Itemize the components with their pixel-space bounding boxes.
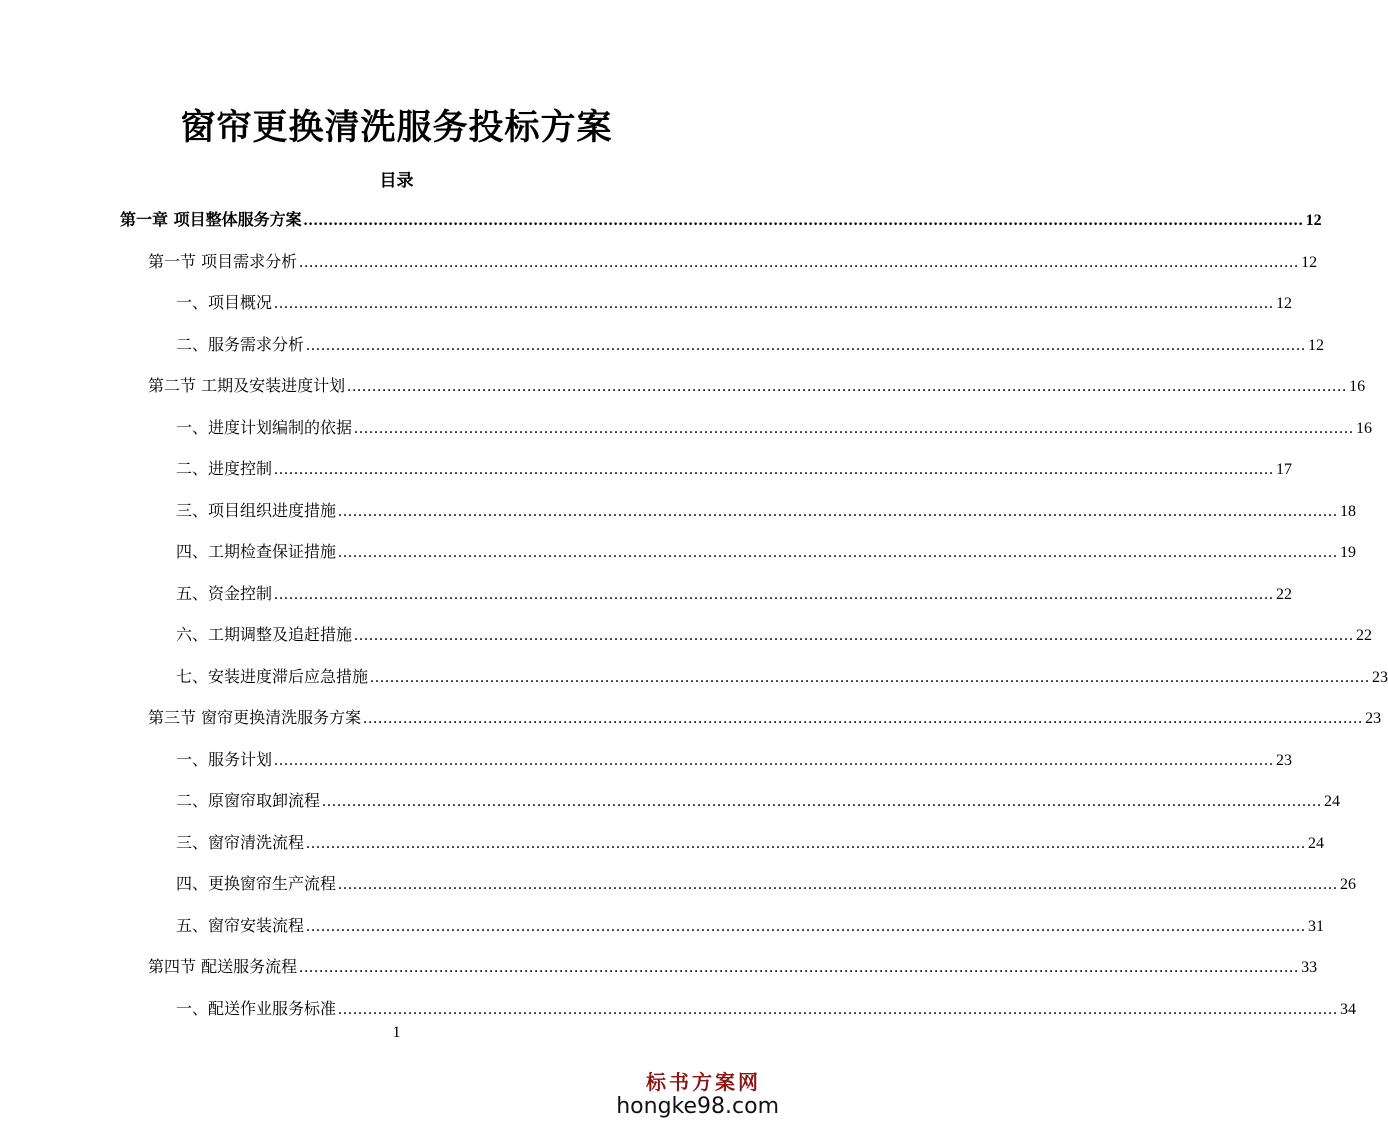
- toc-entry[interactable]: [176, 623, 1373, 648]
- toc-leader-dots: ........................................................................................................................................................................................................: [363, 710, 1364, 727]
- toc-entry-label: 二、进度控制: [176, 459, 273, 478]
- toc-leader-dots: ........................................................................................................................................................................................................: [274, 295, 1275, 312]
- toc-entry-label: 四、工期检查保证措施: [176, 542, 337, 561]
- toc-entry-page: 23: [1372, 668, 1388, 686]
- toc-entry-page: 34: [1340, 1000, 1357, 1018]
- toc-entry-page: 12: [1301, 253, 1318, 271]
- toc-entry-label: 二、原窗帘取卸流程: [176, 791, 321, 810]
- page-number: 1: [392, 1024, 401, 1041]
- toc-entry-page: 23: [1276, 751, 1293, 769]
- toc-entry[interactable]: [148, 955, 1318, 980]
- toc-entry[interactable]: [176, 540, 1357, 565]
- toc-entry-page: 26: [1340, 876, 1357, 893]
- toc-entry[interactable]: [148, 374, 1366, 399]
- toc-entry-page: 16: [1356, 419, 1373, 437]
- toc-entry[interactable]: [176, 665, 1388, 690]
- toc-entry-page: 19: [1340, 544, 1357, 561]
- toc-leader-dots: ........................................................................................................................................................................................................: [274, 751, 1275, 769]
- toc-entry-page: 12: [1305, 212, 1322, 229]
- watermark-name: 标书方案网: [646, 1070, 761, 1094]
- toc-entry-label: 四、更换窗帘生产流程: [176, 874, 337, 893]
- toc-entry-label: 一、进度计划编制的依据: [176, 417, 353, 437]
- toc-entry-label: 六、工期调整及追赶措施: [176, 625, 353, 644]
- toc-entry[interactable]: [176, 416, 1373, 441]
- toc-entry-label: 三、项目组织进度措施: [176, 500, 337, 520]
- toc-entry[interactable]: [176, 333, 1325, 358]
- toc-leader-dots: ........................................................................................................................................................................................................: [303, 212, 1304, 229]
- toc-leader-dots: ........................................................................................................................................................................................................: [306, 917, 1307, 935]
- toc-leader-dots: ........................................................................................................................................................................................................: [338, 876, 1339, 893]
- toc-entry-label: 第二节 工期及安装进度计划: [148, 376, 346, 395]
- toc-entry-label: 一、项目概况: [176, 293, 273, 312]
- toc-leader-dots: ........................................................................................................................................................................................................: [299, 959, 1300, 976]
- toc-entry-label: 一、服务计划: [176, 749, 273, 769]
- toc-entry[interactable]: [176, 997, 1357, 1022]
- toc-leader-dots: ........................................................................................................................................................................................................: [274, 461, 1275, 478]
- toc-leader-dots: ........................................................................................................................................................................................................: [306, 336, 1307, 354]
- toc-entry[interactable]: [176, 748, 1293, 773]
- watermark-url: hongke98.com: [616, 1094, 779, 1119]
- toc-entry-label: 七、安装进度滞后应急措施: [176, 666, 369, 686]
- toc-leader-dots: ........................................................................................................................................................................................................: [274, 585, 1275, 603]
- toc-entry-label: 第一章 项目整体服务方案: [120, 210, 302, 229]
- toc-leader-dots: ........................................................................................................................................................................................................: [299, 253, 1300, 271]
- toc-entry-page: 24: [1308, 834, 1325, 852]
- toc-entry-page: 12: [1308, 336, 1325, 354]
- toc-leader-dots: ........................................................................................................................................................................................................: [322, 793, 1323, 810]
- toc-entry-page: 31: [1308, 917, 1325, 935]
- toc-entry[interactable]: [148, 250, 1318, 275]
- toc-entry[interactable]: [176, 291, 1293, 316]
- toc-entry-page: 12: [1276, 295, 1293, 312]
- toc-entry-page: 18: [1340, 502, 1357, 520]
- toc-entry[interactable]: [176, 789, 1341, 814]
- watermark-logo: [616, 1070, 779, 1120]
- toc-entry[interactable]: [120, 208, 1322, 233]
- toc-entry[interactable]: [176, 457, 1293, 482]
- toc-entry-label: 五、资金控制: [176, 583, 273, 603]
- toc-entry-page: 23: [1365, 710, 1382, 727]
- toc-entry-label: 五、窗帘安装流程: [176, 915, 305, 935]
- toc-entry-page: 24: [1324, 793, 1341, 810]
- toc-entry-label: 第四节 配送服务流程: [148, 957, 298, 976]
- toc-entry-label: 一、配送作业服务标准: [176, 998, 337, 1018]
- document-title: 窗帘更换清洗服务投标方案: [180, 107, 613, 148]
- toc-entry-page: 33: [1301, 959, 1318, 976]
- toc-entry-page: 22: [1356, 627, 1373, 644]
- toc-entry[interactable]: [176, 582, 1293, 607]
- toc-entry-label: 第三节 窗帘更换清洗服务方案: [148, 708, 362, 727]
- toc-leader-dots: ........................................................................................................................................................................................................: [338, 1000, 1339, 1018]
- toc-entry-page: 17: [1276, 461, 1293, 478]
- toc-entry-page: 22: [1276, 585, 1293, 603]
- toc-leader-dots: ........................................................................................................................................................................................................: [347, 378, 1348, 395]
- toc-entry[interactable]: [148, 706, 1382, 731]
- toc-leader-dots: ........................................................................................................................................................................................................: [370, 668, 1371, 686]
- toc-heading: 目录: [379, 171, 414, 191]
- toc-leader-dots: ........................................................................................................................................................................................................: [306, 834, 1307, 852]
- toc-entry-page: 16: [1349, 378, 1366, 395]
- toc-entry-label: 三、窗帘清洗流程: [176, 832, 305, 852]
- toc-entry[interactable]: [176, 499, 1357, 524]
- toc-entry-label: 第一节 项目需求分析: [148, 251, 298, 271]
- toc-leader-dots: ........................................................................................................................................................................................................: [338, 544, 1339, 561]
- toc-entry[interactable]: [176, 872, 1357, 897]
- toc-leader-dots: ........................................................................................................................................................................................................: [354, 419, 1355, 437]
- toc-leader-dots: ........................................................................................................................................................................................................: [354, 627, 1355, 644]
- toc-entry[interactable]: [176, 831, 1325, 856]
- toc-entry[interactable]: [176, 914, 1325, 939]
- toc-leader-dots: ........................................................................................................................................................................................................: [338, 502, 1339, 520]
- toc-entry-label: 二、服务需求分析: [176, 334, 305, 354]
